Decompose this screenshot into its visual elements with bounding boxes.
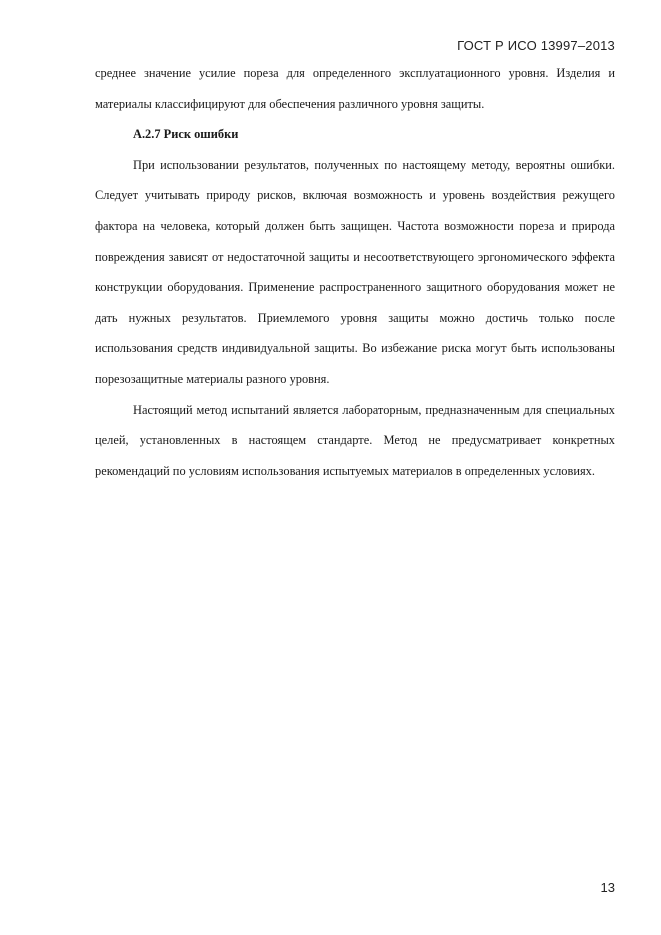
section-heading	[95, 119, 615, 150]
page-number: 13	[600, 880, 615, 895]
section-number: А.2.7	[133, 127, 161, 142]
paragraph-risk: При использовании результатов, полученных по настоящему методу, вероятны ошибки. Следует учитывать природу рисков, включая возможность и уровень воздействия режущего фактора на человека, который должен быть защищен. Частота возможности пореза и природа повреждения зависят от недостаточной защиты и несоответствующего эргономического эффекта конструкции оборудования. Применение распространенного защитного оборудования может не дать нужных результатов. Приемлемого уровня защиты можно достичь только после использования средств индивидуальной защиты. Во избежание риска могут быть использованы порезозащитные материалы разного уровня.	[95, 157, 615, 386]
intro-paragraph: среднее значение усилие пореза для определенного эксплуатационного уровня. Изделия и материалы классифицируют для обеспечения различного уровня защиты.	[95, 66, 615, 111]
document-body	[95, 58, 615, 486]
paragraph-method: Настоящий метод испытаний является лабораторным, предназначенным для специальных целей, установленных в настоящем стандарте. Метод не предусматривает конкретных рекомендаций по условиям использования испытуемых материалов в определенных условиях.	[95, 402, 615, 478]
section-title: Риск ошибки	[163, 127, 239, 142]
standard-header: ГОСТ Р ИСО 13997–2013	[457, 38, 615, 53]
